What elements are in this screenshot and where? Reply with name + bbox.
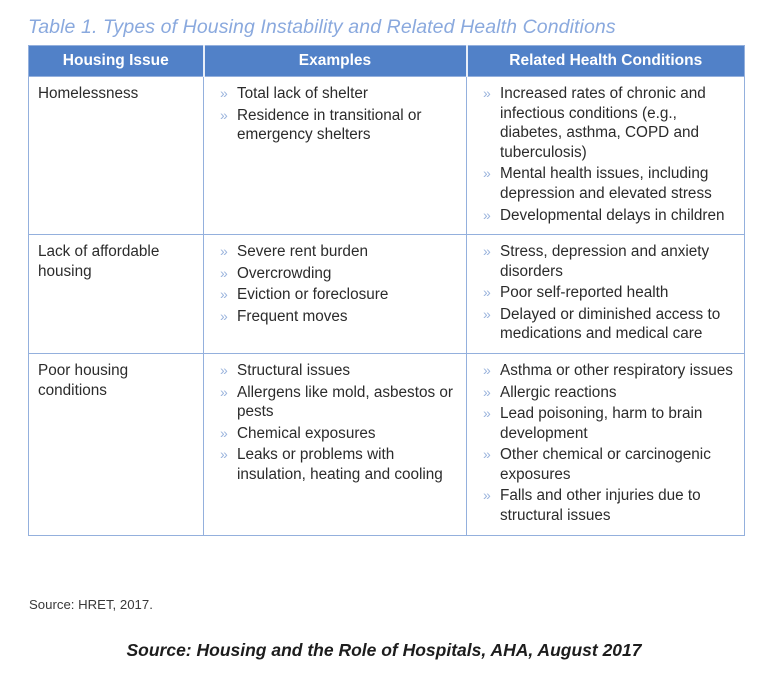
- list-item: [220, 383, 458, 422]
- table-source-note: Source: HRET, 2017.: [29, 597, 153, 612]
- list-item-text: Poor self-reported health: [500, 284, 669, 302]
- list-item: [483, 445, 736, 484]
- list-item-text: Increased rates of chronic and infectious conditions (e.g., diabetes, asthma, COPD and tuberculosis): [500, 85, 706, 161]
- list-item: [483, 84, 736, 162]
- list-item: [483, 206, 736, 226]
- double-chevron-bullet-icon: »: [483, 487, 491, 504]
- list-item-text: Severe rent burden: [237, 243, 368, 261]
- housing-issue-label: Lack of affordable housing: [38, 243, 160, 280]
- list-item-text: Chemical exposures: [237, 424, 376, 442]
- examples-list: [220, 361, 458, 484]
- list-item-text: Stress, depression and anxiety disorders: [500, 243, 710, 280]
- table-row: [29, 235, 745, 354]
- cell-examples: [204, 235, 467, 354]
- list-item-text: Eviction or foreclosure: [237, 286, 389, 304]
- housing-instability-table-wrapper: [28, 45, 744, 536]
- list-item: [220, 361, 458, 381]
- list-item: [220, 307, 458, 327]
- cell-related-health-conditions: [467, 353, 745, 535]
- double-chevron-bullet-icon: »: [483, 165, 491, 182]
- list-item-text: Total lack of shelter: [237, 85, 368, 103]
- list-item: [483, 242, 736, 281]
- list-item: [483, 283, 736, 303]
- column-header-housing-issue: Housing Issue: [29, 46, 204, 77]
- double-chevron-bullet-icon: »: [220, 446, 228, 463]
- list-item-text: Leaks or problems with insulation, heating and cooling: [237, 446, 443, 483]
- list-item-text: Residence in transitional or emergency shelters: [237, 106, 422, 144]
- double-chevron-bullet-icon: »: [220, 286, 228, 303]
- health-conditions-list: [483, 242, 736, 344]
- cell-examples: [204, 77, 467, 235]
- list-item-text: Lead poisoning, harm to brain development: [500, 405, 703, 442]
- list-item: [220, 424, 458, 444]
- double-chevron-bullet-icon: »: [483, 446, 491, 463]
- double-chevron-bullet-icon: »: [483, 305, 491, 322]
- double-chevron-bullet-icon: »: [220, 307, 228, 324]
- list-item: [483, 486, 736, 525]
- housing-issue-label: Homelessness: [38, 85, 139, 103]
- health-conditions-list: [483, 361, 736, 526]
- table-header: [29, 46, 745, 77]
- list-item-text: Overcrowding: [237, 264, 332, 282]
- cell-related-health-conditions: [467, 77, 745, 235]
- list-item: [483, 164, 736, 203]
- list-item-text: Allergic reactions: [500, 383, 617, 401]
- list-item-text: Asthma or other respiratory issues: [500, 361, 733, 379]
- list-item: [220, 445, 458, 484]
- cell-housing-issue: [29, 77, 204, 235]
- list-item: [483, 404, 736, 443]
- housing-instability-table: [28, 45, 745, 536]
- table-row: [29, 353, 745, 535]
- double-chevron-bullet-icon: »: [483, 243, 491, 260]
- cell-housing-issue: [29, 235, 204, 354]
- double-chevron-bullet-icon: »: [220, 85, 228, 102]
- figure-source-caption: Source: Housing and the Role of Hospitals, AHA, August 2017: [126, 640, 642, 660]
- cell-housing-issue: [29, 353, 204, 535]
- double-chevron-bullet-icon: »: [483, 85, 491, 102]
- column-header-related-health-conditions: Related Health Conditions: [467, 46, 745, 77]
- list-item: [220, 242, 458, 262]
- list-item-text: Falls and other injuries due to structural issues: [500, 487, 701, 525]
- double-chevron-bullet-icon: »: [483, 383, 491, 400]
- list-item-text: Mental health issues, including depression and elevated stress: [500, 165, 712, 202]
- list-item: [220, 264, 458, 284]
- list-item: [483, 361, 736, 381]
- list-item-text: Allergens like mold, asbestos or pests: [237, 383, 453, 421]
- list-item-text: Frequent moves: [237, 307, 348, 325]
- table-row: [29, 77, 745, 235]
- double-chevron-bullet-icon: »: [483, 284, 491, 301]
- cell-examples: [204, 353, 467, 535]
- list-item-text: Delayed or diminished access to medications and medical care: [500, 305, 721, 343]
- list-item: [220, 106, 458, 145]
- double-chevron-bullet-icon: »: [483, 405, 491, 422]
- double-chevron-bullet-icon: »: [483, 206, 491, 223]
- list-item-text: Other chemical or carcinogenic exposures: [500, 446, 711, 483]
- examples-list: [220, 242, 458, 326]
- list-item: [483, 305, 736, 344]
- list-item: [483, 383, 736, 403]
- health-conditions-list: [483, 84, 736, 225]
- double-chevron-bullet-icon: »: [220, 264, 228, 281]
- column-header-examples: Examples: [204, 46, 467, 77]
- list-item: [220, 285, 458, 305]
- double-chevron-bullet-icon: »: [220, 243, 228, 260]
- double-chevron-bullet-icon: »: [483, 361, 491, 378]
- table-header-row: [29, 46, 745, 77]
- examples-list: [220, 84, 458, 145]
- double-chevron-bullet-icon: »: [220, 424, 228, 441]
- double-chevron-bullet-icon: »: [220, 361, 228, 378]
- double-chevron-bullet-icon: »: [220, 383, 228, 400]
- cell-related-health-conditions: [467, 235, 745, 354]
- list-item: [220, 84, 458, 104]
- list-item-text: Developmental delays in children: [500, 206, 725, 224]
- housing-issue-label: Poor housing conditions: [38, 361, 129, 399]
- list-item-text: Structural issues: [237, 361, 351, 379]
- table-body: [29, 77, 745, 536]
- table-title: Table 1. Types of Housing Instability and Related Health Conditions: [28, 16, 616, 38]
- double-chevron-bullet-icon: »: [220, 106, 228, 123]
